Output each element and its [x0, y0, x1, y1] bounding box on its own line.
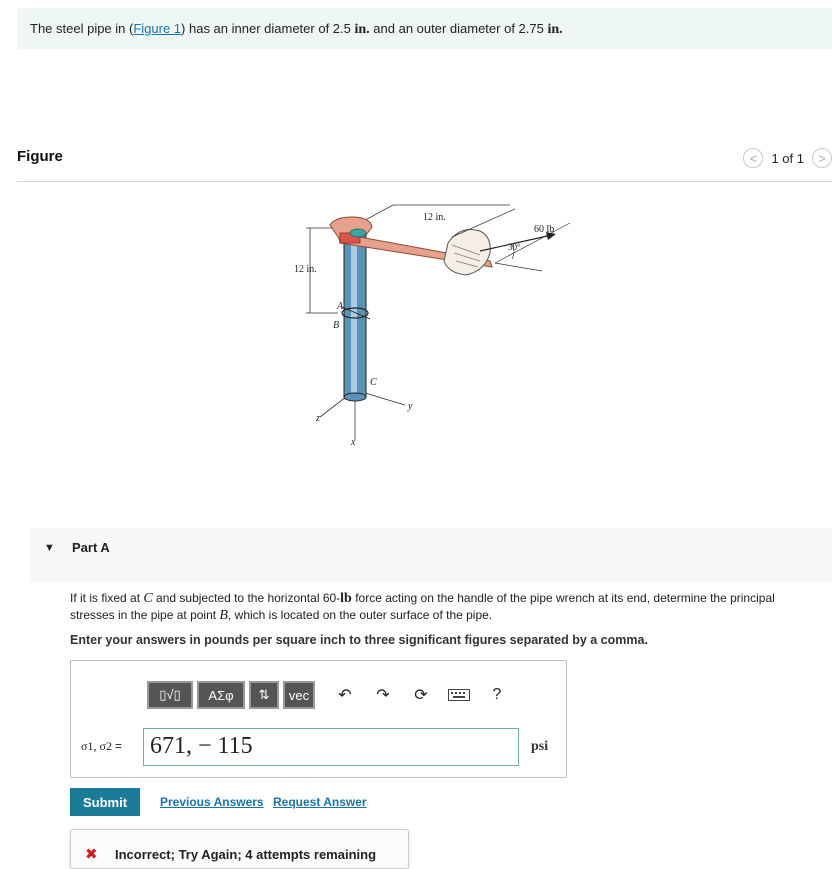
part-label: Part A: [72, 540, 110, 555]
figure-title: Figure: [17, 148, 63, 165]
math-toolbar: [147, 681, 509, 709]
label-angle: 30°: [508, 242, 521, 252]
request-answer-link[interactable]: Request Answer: [273, 795, 367, 809]
templates-button[interactable]: ▯√▯: [147, 681, 193, 709]
answer-input[interactable]: 671, − 115: [143, 728, 519, 766]
figure-pager: [743, 148, 832, 168]
label-B: B: [333, 320, 340, 331]
figure-link[interactable]: Figure 1: [133, 21, 182, 36]
prev-figure-icon[interactable]: <: [743, 148, 763, 168]
label-len-top: 12 in.: [423, 212, 446, 223]
label-x: x: [351, 437, 356, 448]
label-z: z: [316, 413, 320, 424]
figure-header: [17, 148, 832, 182]
label-C: C: [370, 377, 377, 388]
answer-box: [70, 660, 567, 778]
redo-icon[interactable]: ↷: [376, 687, 390, 704]
answer-unit: psi: [531, 739, 549, 754]
feedback-text: Incorrect; Try Again; 4 attempts remaining: [115, 847, 377, 862]
reset-icon[interactable]: ⟳: [414, 687, 428, 704]
label-len-left: 12 in.: [294, 264, 317, 275]
label-A: A: [337, 301, 344, 312]
undo-icon[interactable]: ↶: [338, 687, 352, 704]
error-x-icon: ✖: [85, 846, 98, 863]
collapse-caret-icon[interactable]: ▼: [44, 542, 55, 554]
pager-text: 1 of 1: [771, 150, 804, 166]
arrows-button[interactable]: ⇅: [249, 681, 279, 709]
label-y: y: [408, 401, 413, 412]
question-text: If it is fixed at C and subjected to the horizontal 60-lb force acting on the handle of the pipe wrench at its end, determine the principal stresses in the pipe at point B, which is located on the outer surface of the pipe.: [70, 591, 775, 623]
instruction-text: Enter your answers in pounds per square inch to three significant figures separated by a comma.: [70, 633, 648, 647]
greek-button[interactable]: ΑΣφ: [197, 681, 245, 709]
answer-label: σ1, σ2 =: [81, 739, 122, 753]
feedback-box: [70, 829, 409, 869]
help-button[interactable]: ?: [492, 686, 502, 703]
problem-statement: The steel pipe in (Figure 1) has an inner diameter of 2.5 in. and an outer diameter of 2.75 in.: [17, 8, 832, 49]
previous-answers-link[interactable]: Previous Answers: [160, 795, 264, 809]
label-force: 60 lb: [534, 224, 555, 235]
part-a-header[interactable]: [30, 528, 832, 582]
pipe-wrench-figure: [280, 195, 580, 455]
keyboard-icon[interactable]: [447, 683, 471, 707]
submit-button[interactable]: Submit: [70, 788, 140, 816]
vec-button[interactable]: vec: [283, 681, 315, 709]
next-figure-icon[interactable]: >: [812, 148, 832, 168]
